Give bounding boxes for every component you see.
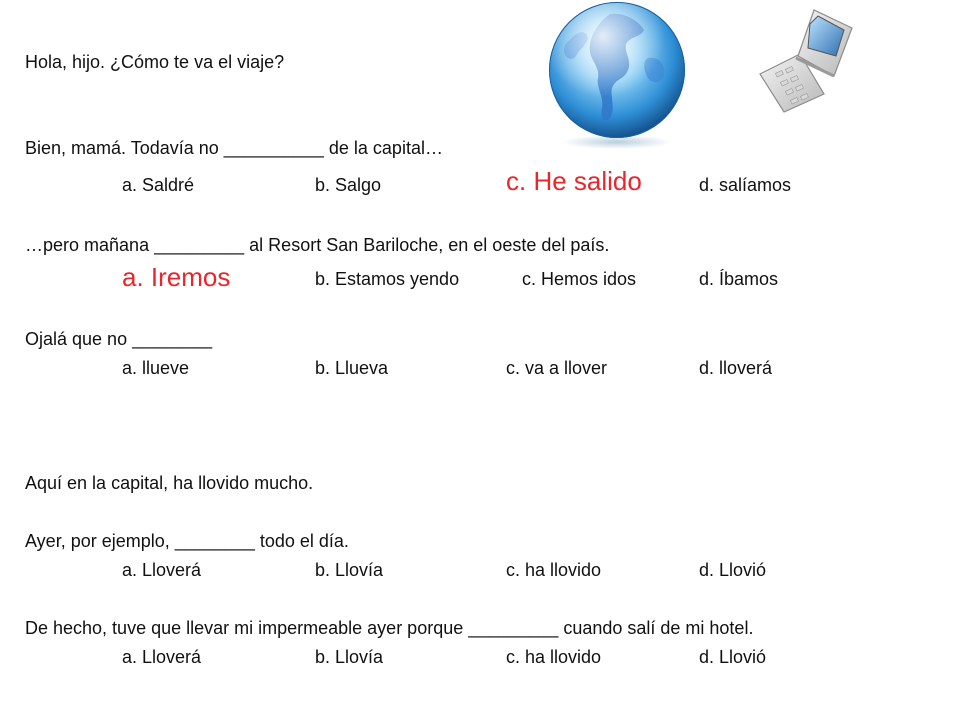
question-2-option-d[interactable]: d. Íbamos: [699, 269, 779, 289]
question-4-option-c[interactable]: c. ha llovido: [506, 560, 602, 580]
question-5-option-b[interactable]: b. Llovía: [315, 647, 384, 667]
flip-phone-icon: [748, 6, 858, 116]
globe-icon: [540, 0, 690, 150]
greeting-line: Hola, hijo. ¿Cómo te va el viaje?: [25, 52, 285, 72]
question-5-option-c[interactable]: c. ha llovido: [506, 647, 602, 667]
question-3-option-a[interactable]: a. llueve: [122, 358, 190, 378]
statement-line: Aquí en la capital, ha llovido mucho.: [25, 473, 314, 493]
question-2-prompt: …pero mañana _________ al Resort San Bariloche, en el oeste del país.: [25, 235, 610, 255]
question-1-option-b[interactable]: b. Salgo: [315, 175, 382, 195]
question-3-prompt: Ojalá que no ________: [25, 329, 213, 349]
question-4-option-d[interactable]: d. Llovió: [699, 560, 767, 580]
question-4-option-b[interactable]: b. Llovía: [315, 560, 384, 580]
question-2-option-c[interactable]: c. Hemos idos: [522, 269, 637, 289]
question-5-option-d[interactable]: d. Llovió: [699, 647, 767, 667]
question-3-option-d[interactable]: d. lloverá: [699, 358, 773, 378]
question-5-prompt: De hecho, tuve que llevar mi impermeable ayer porque _________ cuando salí de mi hotel.: [25, 618, 754, 638]
question-3-option-b[interactable]: b. Llueva: [315, 358, 389, 378]
question-2-option-b[interactable]: b. Estamos yendo: [315, 269, 460, 289]
question-1-option-a[interactable]: a. Saldré: [122, 175, 195, 195]
question-5-option-a[interactable]: a. Lloverá: [122, 647, 202, 667]
question-3-option-c[interactable]: c. va a llover: [506, 358, 608, 378]
question-4-option-a[interactable]: a. Lloverá: [122, 560, 202, 580]
question-1-prompt: Bien, mamá. Todavía no __________ de la capital…: [25, 138, 443, 158]
question-1-option-d[interactable]: d. salíamos: [699, 175, 792, 195]
question-2-option-a[interactable]: a. Iremos: [122, 262, 231, 292]
question-1-option-c[interactable]: c. He salido: [506, 166, 642, 196]
question-4-prompt: Ayer, por ejemplo, ________ todo el día.: [25, 531, 349, 551]
